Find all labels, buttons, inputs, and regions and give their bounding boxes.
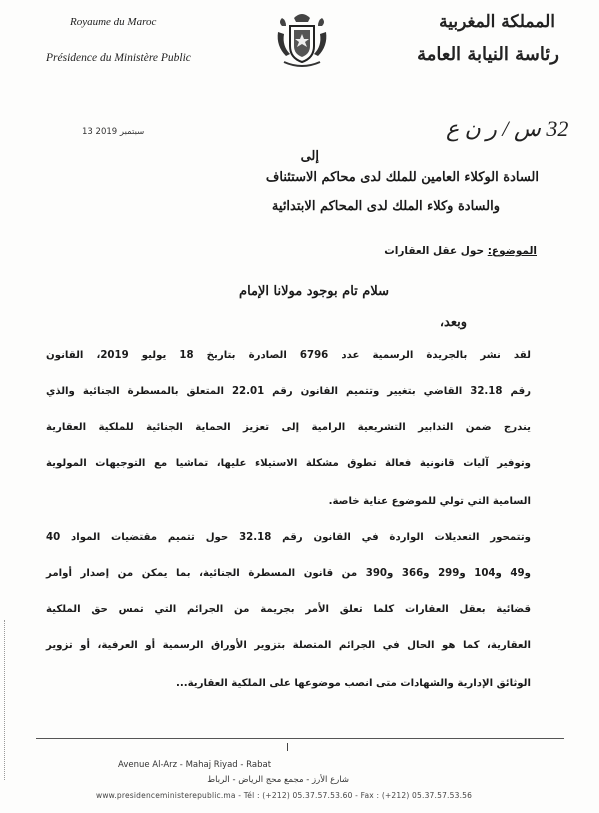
scan-margin-artifact	[4, 620, 7, 780]
header-ar-presidency: رئاسة النيابة العامة	[417, 44, 559, 65]
header-fr-presidency: Présidence du Ministère Public	[46, 52, 191, 64]
body-line: قضائية بعقل العقارات كلما تعلق الأمر بجريمة من الجرائم التي تمس حق الملكية	[46, 604, 531, 615]
addressee-line-2: والسادة وكلاء الملك لدى المحاكم الابتدائية	[271, 199, 500, 214]
body-line: وتوفير آليات قانونية فعالة تطوق مشكلة الاستيلاء عليها، تماشيا مع التوجيهات المولوية	[46, 458, 531, 469]
addressee-line-1: السادة الوكلاء العامين للملك لدى محاكم الاستئناف	[265, 170, 539, 185]
salutation-wabad: وبعد،	[439, 315, 467, 330]
body-line: السامية التي تولي للموضوع عناية خاصة.	[328, 496, 531, 507]
footer-address-ar: شارع الأرز - مجمع محج الرياض - الرباط	[207, 775, 349, 785]
subject-text: حول عقل العقارات	[384, 245, 485, 257]
subject-label: الموضوع:	[487, 245, 537, 257]
greeting: سلام تام بوجود مولانا الإمام	[239, 284, 389, 299]
addressee-to: إلى	[300, 149, 319, 164]
footer-divider	[36, 738, 564, 739]
footer-address-fr: Avenue Al-Arz - Mahaj Riyad - Rabat	[118, 760, 272, 770]
header-ar-kingdom: المملكة المغربية	[439, 12, 555, 32]
footer-tick	[287, 743, 288, 751]
letter-date: 13 سبتمبر 2019	[82, 127, 145, 137]
body-line: الوثائق الإدارية والشهادات متى انصب موضوعها على الملكية العقارية...	[176, 678, 531, 689]
body-line: و49 و104 و299 و366 و390 من قانون المسطرة الجنائية، بما يمكن من إصدار أوامر	[46, 568, 531, 579]
reference-number: 32 س / ر ن ع	[446, 116, 569, 141]
royal-emblem-icon	[272, 8, 332, 70]
subject	[384, 245, 537, 257]
header-fr-kingdom: Royaume du Maroc	[70, 16, 157, 28]
body-line: رقم 32.18 القاضي بتغيير وتتميم القانون رقم 22.01 المتعلق بالمسطرة الجنائية والذي	[46, 386, 531, 397]
body-line: لقد نشر بالجريدة الرسمية عدد 6796 الصادرة بتاريخ 18 يوليو 2019، القانون	[46, 350, 531, 361]
body-line: وتتمحور التعديلات الواردة في القانون رقم 32.18 حول تتميم مقتضيات المواد 40	[46, 532, 531, 543]
body-line: يندرج ضمن التدابير التشريعية الرامية إلى تعزيز الحماية الجنائية للملكية العقارية	[46, 422, 531, 433]
body-line: العقارية، كما هو الحال في الجرائم المتصلة بتزوير الأوراق الرسمية أو العرفية، أو تزوير	[46, 640, 531, 651]
footer-contact: www.presidenceministerepublic.ma - Tél : (+212) 05.37.57.53.60 - Fax : (+212) 05.37.57.53.56	[96, 791, 473, 800]
